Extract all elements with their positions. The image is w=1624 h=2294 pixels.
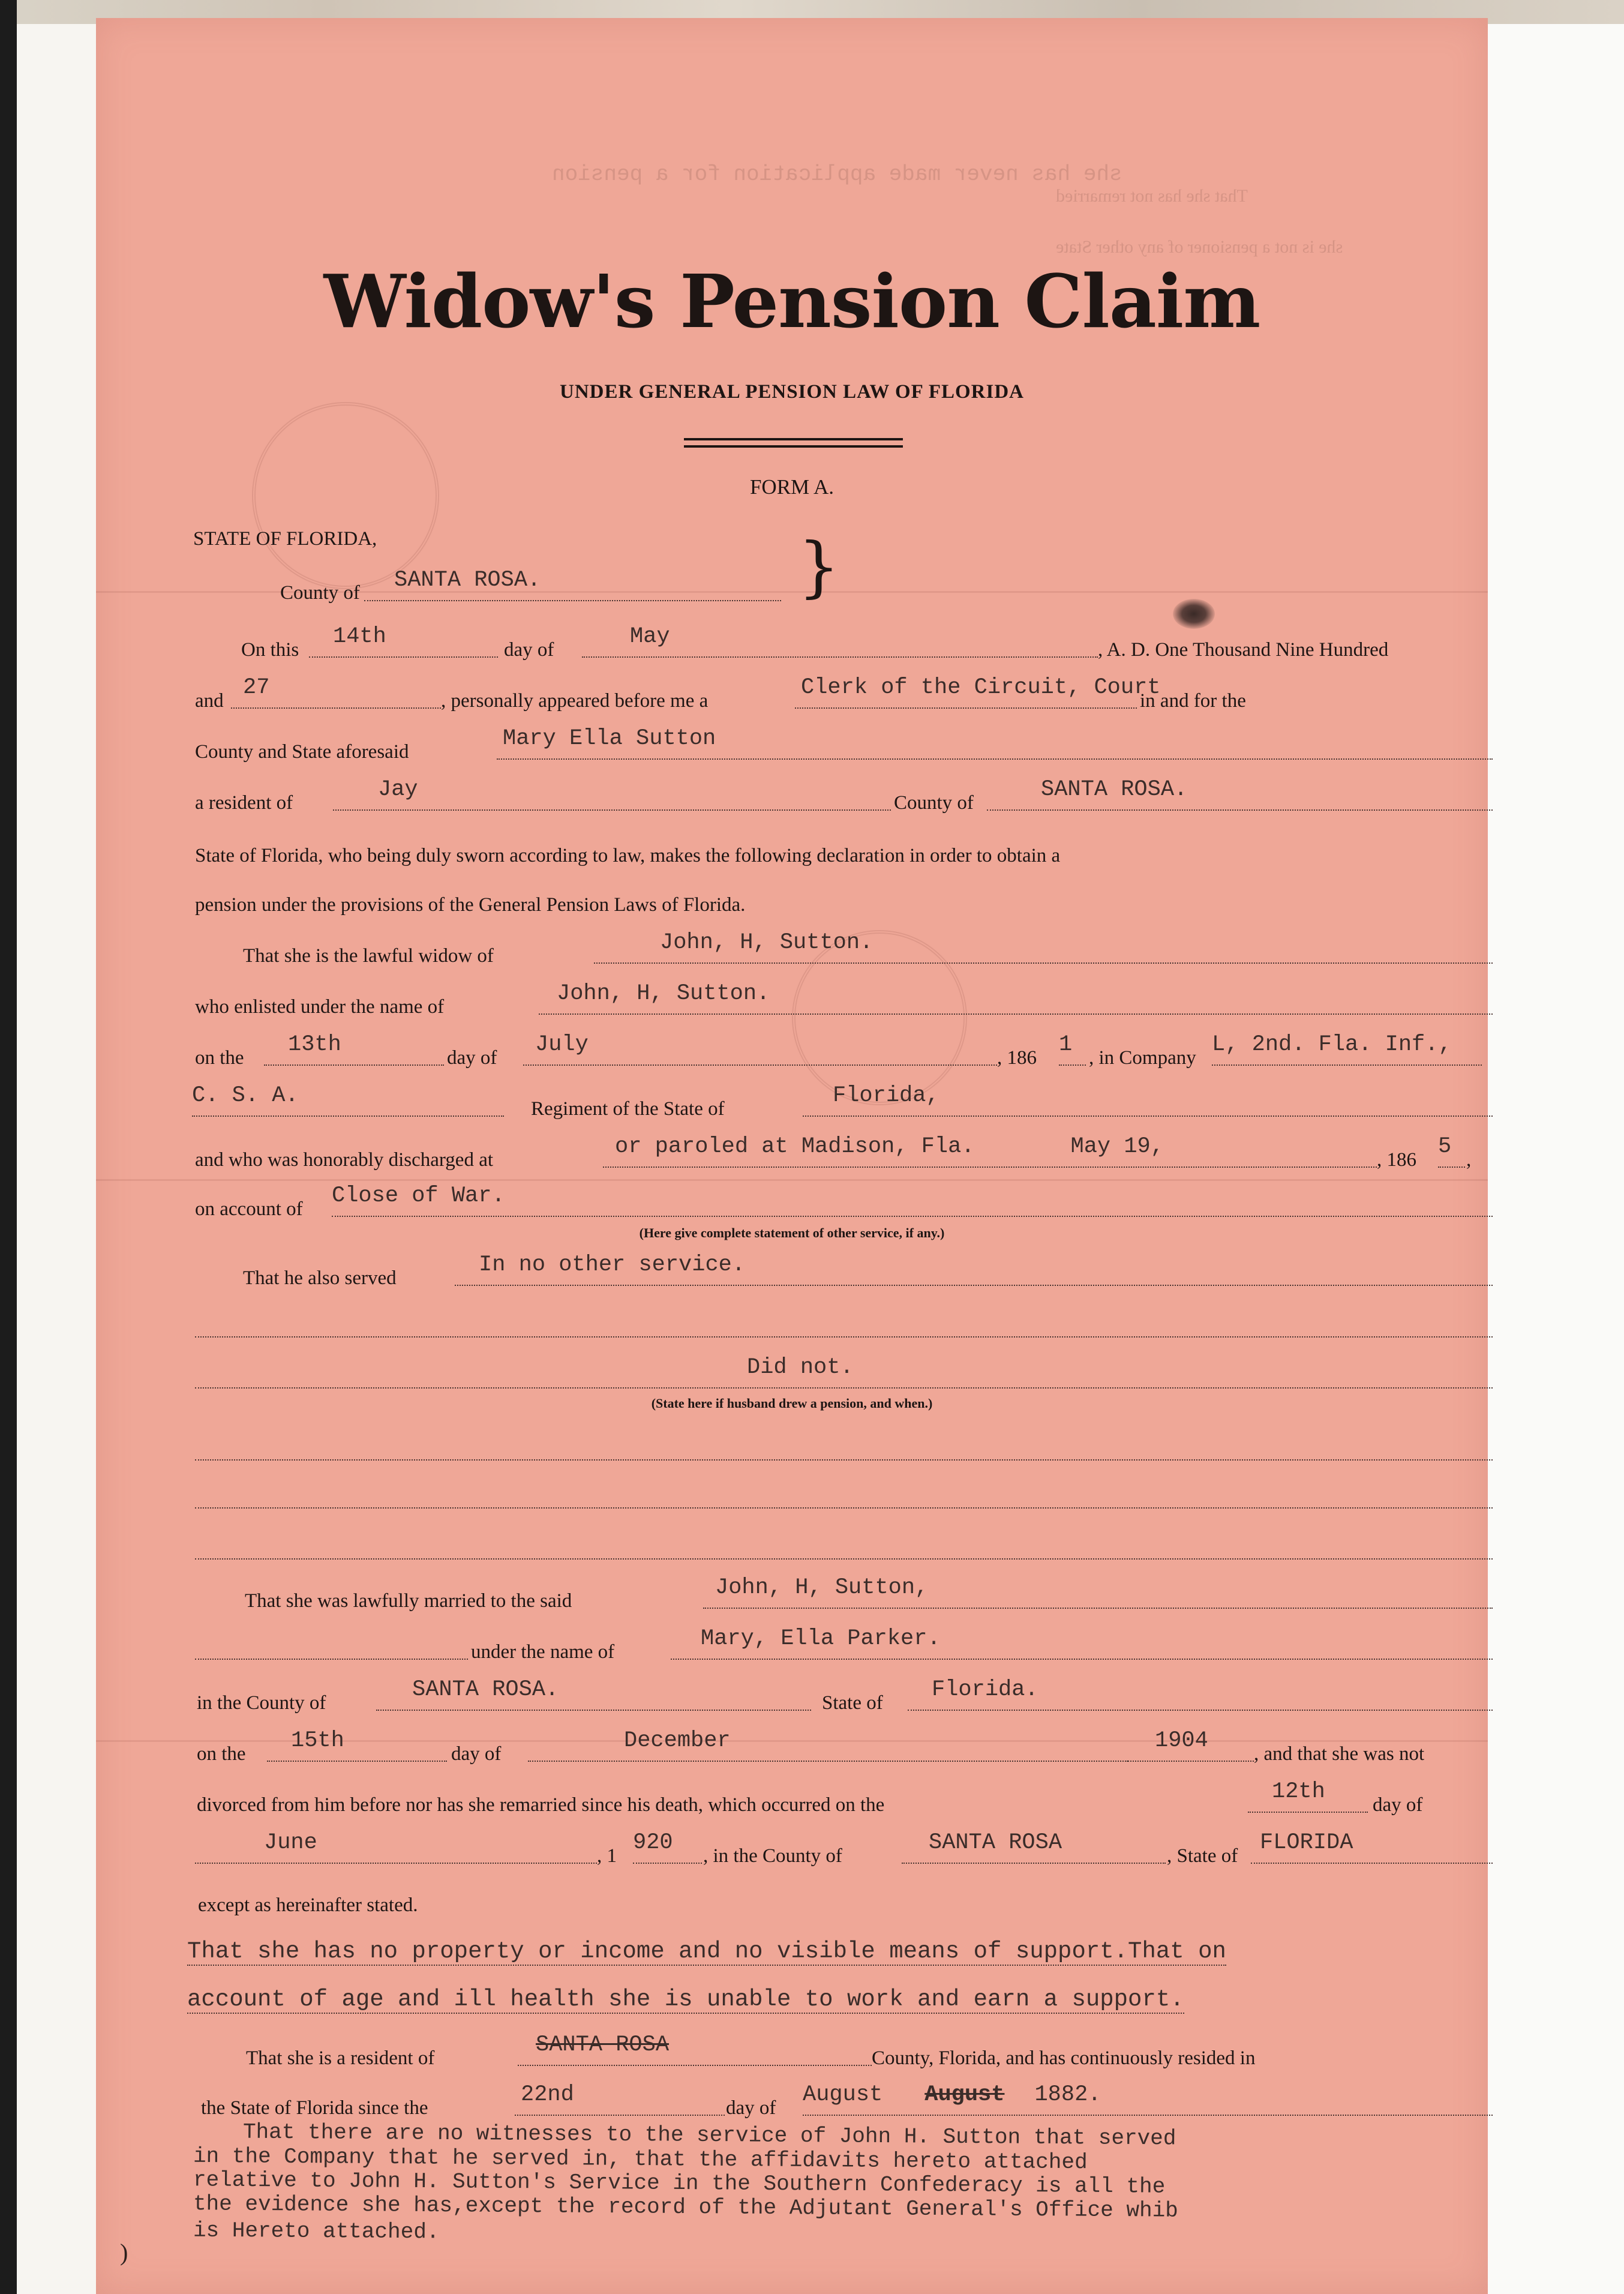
blank-line	[195, 1311, 1493, 1338]
scan-margin	[17, 24, 96, 2294]
also-served-text: That he also served	[243, 1267, 397, 1289]
pension-instruction: (State here if husband drew a pension, and when.)	[651, 1396, 933, 1411]
county-label: County of	[280, 582, 360, 604]
statement-line: account of age and ill health she is unable to work and earn a support.	[187, 1986, 1184, 2013]
day-of-label: day of	[504, 639, 554, 661]
officer-field: Clerk of the Circuit, Court	[795, 682, 1137, 709]
fold-line	[96, 1179, 1488, 1181]
blank-field	[195, 1633, 468, 1660]
title-rule	[684, 438, 903, 440]
account-of-label: on account of	[195, 1198, 303, 1220]
service-instruction: (Here give complete statement of other service, if any.)	[639, 1225, 945, 1240]
title-rule	[684, 445, 903, 448]
venue-county-field: SANTA ROSA.	[364, 575, 781, 601]
witness-line: relative to John H. Sutton's Service in the Southern Confederacy is all the	[193, 2167, 1166, 2199]
scan-border	[0, 0, 17, 2294]
day-of-label: day of	[447, 1047, 497, 1069]
claimant-name-field: Mary Ella Sutton	[497, 733, 1493, 760]
death-year-prefix: , 1	[597, 1845, 617, 1867]
enlisted-name-field: John, H, Sutton.	[539, 988, 1493, 1015]
in-county-text: in the County of	[197, 1692, 326, 1714]
since-day-of-label: day of	[726, 2097, 776, 2119]
account-field: Close of War.	[332, 1191, 1493, 1217]
county-of-label: County of	[894, 792, 974, 814]
witness-line: the evidence she has,except the record of the Adjutant General's Office whib	[193, 2191, 1178, 2223]
also-served-field: In no other service.	[455, 1260, 1493, 1286]
regiment-text: Regiment of the State of	[531, 1098, 725, 1120]
marriage-county-field: SANTA ROSA.	[376, 1684, 811, 1711]
pension-laws-text: pension under the provisions of the General Pension Laws of Florida.	[195, 894, 746, 916]
page-mark: )	[120, 2239, 128, 2266]
document-title: Widow's Pension Claim	[323, 258, 1260, 344]
year-prefix: , 186	[997, 1047, 1037, 1069]
blank-line	[195, 1533, 1493, 1560]
death-county-field: SANTA ROSA	[902, 1837, 1166, 1864]
comma: ,	[1466, 1149, 1472, 1171]
in-and-for-text: in and for the	[1140, 690, 1246, 712]
continuous-text: County, Florida, and has continuously resided in	[872, 2047, 1256, 2069]
death-state-of-label: , State of	[1167, 1845, 1238, 1867]
lawful-widow-text: That she is the lawful widow of	[243, 945, 494, 967]
residence-county-field: SANTA ROSA	[518, 2040, 872, 2066]
discharged-text: and who was honorably discharged at	[195, 1149, 494, 1171]
marriage-year-field: 1904	[1128, 1735, 1254, 1762]
sworn-text: State of Florida, who being duly sworn according to law, makes the following declaration in order to obtain a	[195, 845, 1061, 866]
marriage-day-field: 15th	[267, 1735, 447, 1762]
and-label: and	[195, 690, 224, 712]
death-year-field: 920	[633, 1837, 702, 1864]
state-label: STATE OF FLORIDA,	[193, 528, 377, 550]
blank-line	[195, 1434, 1493, 1461]
on-the-label: on the	[197, 1743, 246, 1765]
discharged-place-field: or paroled at Madison, Fla. May 19,	[603, 1141, 1377, 1168]
divorced-text: divorced from him before nor has she remarried since his death, which occurred on the	[197, 1794, 885, 1816]
resident-town-field: Jay	[333, 784, 891, 811]
enlisted-text: who enlisted under the name of	[195, 996, 445, 1018]
death-day-field: 12th	[1248, 1786, 1368, 1813]
csa-field: C. S. A.	[192, 1090, 504, 1117]
enlist-month-field: July	[523, 1039, 997, 1066]
death-state-field: FLORIDA	[1251, 1837, 1493, 1864]
venue-brace: }	[798, 528, 840, 605]
marriage-state-field: Florida.	[908, 1684, 1493, 1711]
married-text: That she was lawfully married to the said	[245, 1590, 572, 1612]
discharge-year-prefix: , 186	[1377, 1149, 1416, 1171]
resident-county-field: SANTA ROSA.	[987, 784, 1493, 811]
resident-of-text: That she is a resident of	[246, 2047, 435, 2069]
in-county-of-text: , in the County of	[703, 1845, 842, 1867]
pension-form-page	[96, 18, 1488, 2294]
day-of-label: day of	[1373, 1794, 1423, 1816]
resident-of-label: a resident of	[195, 792, 293, 814]
marriage-month-field: December	[528, 1735, 1128, 1762]
husband-name-field: John, H, Sutton.	[594, 937, 1493, 964]
regiment-state-field: Florida,	[803, 1090, 1493, 1117]
since-text: the State of Florida since the	[201, 2097, 428, 2119]
day-of-label: day of	[451, 1743, 502, 1765]
death-month-field: June	[195, 1837, 597, 1864]
bleedthrough-text: she has never made application for a pension	[552, 162, 1122, 187]
enlist-day-field: 13th	[264, 1039, 444, 1066]
maiden-name-field: Mary, Ella Parker.	[671, 1633, 1493, 1660]
blank-line	[195, 1482, 1493, 1509]
under-name-text: under the name of	[471, 1641, 615, 1663]
married-to-field: John, H, Sutton,	[703, 1582, 1493, 1609]
year-field: 27	[231, 682, 441, 709]
county-state-text: County and State aforesaid	[195, 741, 409, 763]
witness-line: That there are no witnesses to the service of John H. Sutton that served	[242, 2119, 1176, 2151]
form-label: FORM A.	[749, 475, 834, 499]
day-field: 14th	[309, 631, 498, 658]
pension-drawn-field: Did not.	[195, 1362, 1493, 1389]
month-field: May	[582, 631, 1098, 658]
ad-text: , A. D. One Thousand Nine Hundred	[1098, 639, 1389, 661]
company-field: L, 2nd. Fla. Inf.,	[1212, 1039, 1482, 1066]
discharge-year-field: 5	[1438, 1141, 1465, 1168]
scan-margin-right	[1488, 24, 1624, 2294]
witness-line: is Hereto attached.	[193, 2218, 440, 2245]
on-this-label: On this	[241, 639, 299, 661]
except-text: except as hereinafter stated.	[198, 1894, 418, 1916]
since-day-field: 22nd	[515, 2089, 725, 2116]
ink-smudge	[1173, 599, 1215, 629]
appeared-text: , personally appeared before me a	[441, 690, 709, 712]
in-company-text: , in Company	[1089, 1047, 1196, 1069]
statement-line: That she has no property or income and no visible means of support.That on	[187, 1938, 1226, 1965]
witness-line: in the Company that he served in, that the affidavits hereto attached	[193, 2143, 1088, 2175]
state-of-label: State of	[822, 1692, 883, 1714]
on-the-label: on the	[195, 1047, 244, 1069]
since-month-field: August August 1882.	[803, 2089, 1493, 2116]
not-divorced-text: , and that she was not	[1254, 1743, 1425, 1765]
bleedthrough-text: That she has not remarried	[1056, 186, 1248, 206]
document-subtitle: UNDER GENERAL PENSION LAW OF FLORIDA	[559, 381, 1025, 403]
bleedthrough-text: she is not a pensioner of any other State	[1056, 237, 1343, 257]
enlist-year-field: 1	[1059, 1039, 1086, 1066]
